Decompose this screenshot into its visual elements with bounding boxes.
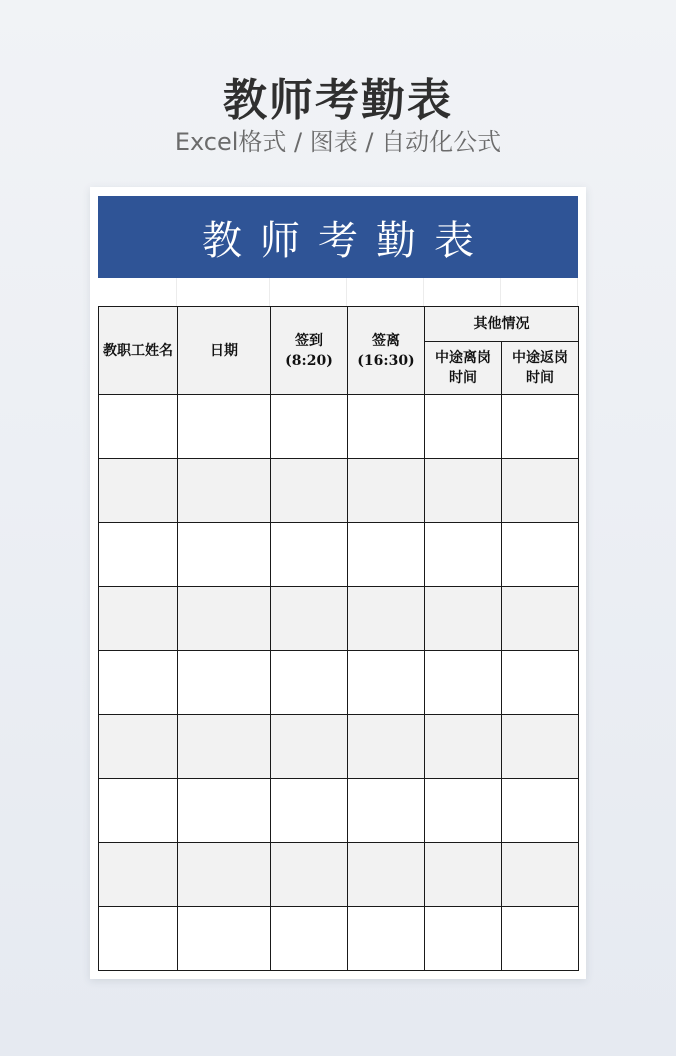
header-sign-in xyxy=(271,307,348,395)
table-cell[interactable] xyxy=(178,587,271,651)
header-mid-leave-b: 时间 xyxy=(449,370,477,386)
table-cell[interactable] xyxy=(348,907,425,971)
table-cell[interactable] xyxy=(271,459,348,523)
table-cell[interactable] xyxy=(425,523,502,587)
table-row xyxy=(99,587,579,651)
table-cell[interactable] xyxy=(178,779,271,843)
sheet-banner-title: 教师考勤表 xyxy=(98,196,578,278)
table-cell[interactable] xyxy=(271,651,348,715)
page-subtitle: Excel格式 / 图表 / 自动化公式 xyxy=(174,128,502,156)
attendance-table xyxy=(98,306,579,971)
table-row xyxy=(99,843,579,907)
table-cell[interactable] xyxy=(178,523,271,587)
table-cell[interactable] xyxy=(99,907,178,971)
table-cell[interactable] xyxy=(425,459,502,523)
table-cell[interactable] xyxy=(178,843,271,907)
table-cell[interactable] xyxy=(502,523,579,587)
table-cell[interactable] xyxy=(271,843,348,907)
header-mid-return-b: 时间 xyxy=(526,370,554,386)
table-row xyxy=(99,651,579,715)
table-row xyxy=(99,715,579,779)
page-title: 教师考勤表 xyxy=(223,75,453,126)
table-cell[interactable] xyxy=(348,843,425,907)
table-row xyxy=(99,523,579,587)
table-cell[interactable] xyxy=(271,395,348,459)
table-cell[interactable] xyxy=(178,651,271,715)
table-cell[interactable] xyxy=(502,651,579,715)
table-cell[interactable] xyxy=(425,907,502,971)
table-cell[interactable] xyxy=(425,779,502,843)
table-row xyxy=(99,779,579,843)
blank-row xyxy=(98,278,578,306)
table-cell[interactable] xyxy=(271,587,348,651)
table-cell[interactable] xyxy=(178,715,271,779)
table-cell[interactable] xyxy=(178,907,271,971)
table-cell[interactable] xyxy=(271,523,348,587)
table-cell[interactable] xyxy=(502,395,579,459)
header-mid-leave-a: 中途离岗 xyxy=(435,350,491,366)
header-name: 教职工姓名 xyxy=(99,307,178,395)
header-sign-in-label: 签到 xyxy=(295,332,323,349)
header-mid-return xyxy=(502,342,579,395)
table-cell[interactable] xyxy=(99,843,178,907)
table-cell[interactable] xyxy=(425,587,502,651)
table-row xyxy=(99,907,579,971)
table-cell[interactable] xyxy=(502,843,579,907)
header-sign-in-time: (8:20) xyxy=(285,352,333,369)
table-cell[interactable] xyxy=(99,715,178,779)
table-cell[interactable] xyxy=(425,395,502,459)
header-other: 其他情况 xyxy=(425,307,579,342)
header-sign-out xyxy=(348,307,425,395)
table-cell[interactable] xyxy=(348,651,425,715)
header-sign-out-label: 签离 xyxy=(372,332,400,349)
table-cell[interactable] xyxy=(348,523,425,587)
spreadsheet-preview xyxy=(90,187,586,979)
table-cell[interactable] xyxy=(271,779,348,843)
table-cell[interactable] xyxy=(502,715,579,779)
table-cell[interactable] xyxy=(502,587,579,651)
table-cell[interactable] xyxy=(99,523,178,587)
table-cell[interactable] xyxy=(99,459,178,523)
table-cell[interactable] xyxy=(348,587,425,651)
header-date: 日期 xyxy=(178,307,271,395)
table-cell[interactable] xyxy=(99,651,178,715)
table-cell[interactable] xyxy=(348,459,425,523)
table-row xyxy=(99,395,579,459)
table-cell[interactable] xyxy=(425,651,502,715)
table-cell[interactable] xyxy=(99,779,178,843)
table-cell[interactable] xyxy=(348,715,425,779)
table-cell[interactable] xyxy=(348,779,425,843)
header-mid-leave xyxy=(425,342,502,395)
table-cell[interactable] xyxy=(178,459,271,523)
table-cell[interactable] xyxy=(99,587,178,651)
table-cell[interactable] xyxy=(502,779,579,843)
header-mid-return-a: 中途返岗 xyxy=(512,350,568,366)
table-cell[interactable] xyxy=(425,843,502,907)
table-row xyxy=(99,459,579,523)
table-cell[interactable] xyxy=(425,715,502,779)
header-sign-out-time: (16:30) xyxy=(357,352,415,369)
table-cell[interactable] xyxy=(348,395,425,459)
table-cell[interactable] xyxy=(178,395,271,459)
table-cell[interactable] xyxy=(99,395,178,459)
table-cell[interactable] xyxy=(271,715,348,779)
table-cell[interactable] xyxy=(502,459,579,523)
table-cell[interactable] xyxy=(271,907,348,971)
table-cell[interactable] xyxy=(502,907,579,971)
